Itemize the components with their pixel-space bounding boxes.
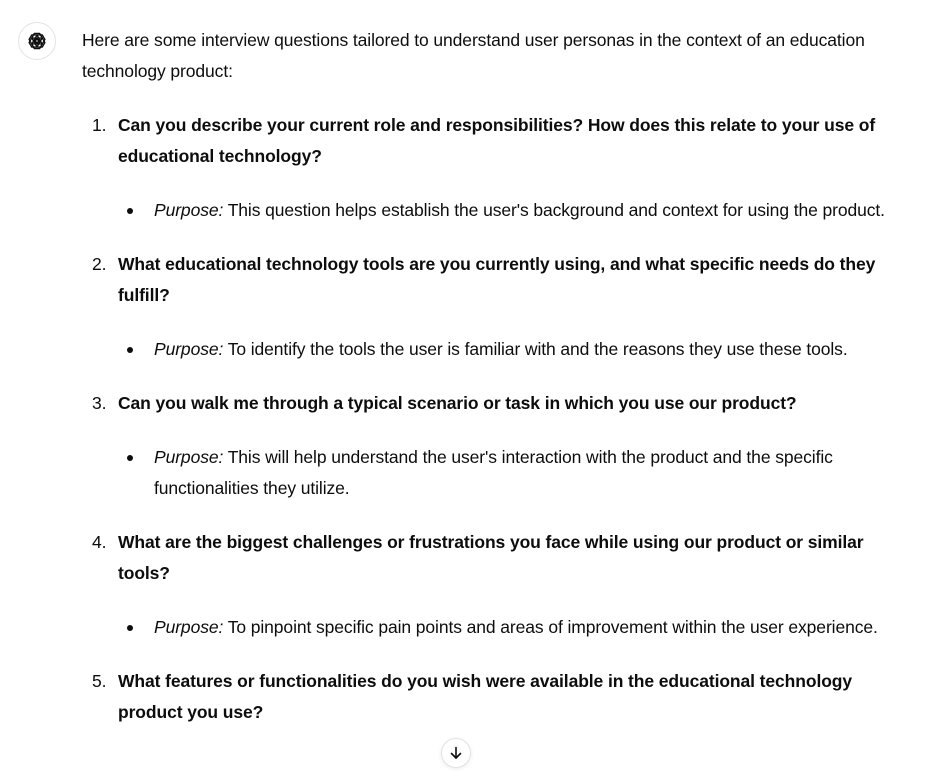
purpose-label: Purpose: bbox=[154, 617, 224, 637]
scroll-to-bottom-button[interactable] bbox=[441, 738, 471, 768]
message-intro: Here are some interview questions tailored to understand user personas in the context of an education technology product: bbox=[82, 30, 865, 81]
purpose-list bbox=[118, 612, 902, 643]
purpose-text: This will help understand the user's interaction with the product and the specific functionalities they utilize. bbox=[154, 447, 833, 498]
question-text: What features or functionalities do you wish were available in the educational technology product you use? bbox=[118, 671, 853, 722]
purpose-label: Purpose: bbox=[154, 339, 224, 359]
purpose-list bbox=[118, 195, 902, 226]
question-item bbox=[82, 110, 902, 226]
purpose-item bbox=[118, 612, 902, 643]
question-item bbox=[82, 388, 902, 504]
question-number: 1. bbox=[92, 115, 107, 135]
assistant-message bbox=[82, 25, 902, 751]
bullet-icon bbox=[127, 455, 133, 461]
question-number: 2. bbox=[92, 254, 107, 274]
question-number: 5. bbox=[92, 671, 107, 691]
question-item bbox=[82, 666, 902, 728]
assistant-avatar bbox=[18, 22, 56, 60]
question-text: Can you walk me through a typical scenario or task in which you use our product? bbox=[118, 393, 797, 413]
purpose-label: Purpose: bbox=[154, 447, 224, 467]
bullet-icon bbox=[127, 347, 133, 353]
purpose-item bbox=[118, 334, 902, 365]
purpose-text: To identify the tools the user is familiar with and the reasons they use these tools. bbox=[227, 339, 848, 359]
arrow-down-icon bbox=[448, 745, 464, 761]
question-number: 3. bbox=[92, 393, 107, 413]
question-text: What are the biggest challenges or frustrations you face while using our product or similar tools? bbox=[118, 532, 864, 583]
openai-logo-icon bbox=[25, 29, 49, 53]
purpose-label: Purpose: bbox=[154, 200, 224, 220]
purpose-text: This question helps establish the user's background and context for using the product. bbox=[227, 200, 885, 220]
question-item bbox=[82, 527, 902, 643]
purpose-text: To pinpoint specific pain points and areas of improvement within the user experience. bbox=[227, 617, 878, 637]
purpose-item bbox=[118, 442, 902, 504]
question-number: 4. bbox=[92, 532, 107, 552]
purpose-list bbox=[118, 442, 902, 504]
question-item bbox=[82, 249, 902, 365]
purpose-item bbox=[118, 195, 902, 226]
bullet-icon bbox=[127, 208, 133, 214]
bullet-icon bbox=[127, 625, 133, 631]
question-text: What educational technology tools are you currently using, and what specific needs do they fulfill? bbox=[118, 254, 876, 305]
question-text: Can you describe your current role and responsibilities? How does this relate to your use of educational technology? bbox=[118, 115, 876, 166]
purpose-list bbox=[118, 334, 902, 365]
question-list bbox=[82, 110, 902, 728]
